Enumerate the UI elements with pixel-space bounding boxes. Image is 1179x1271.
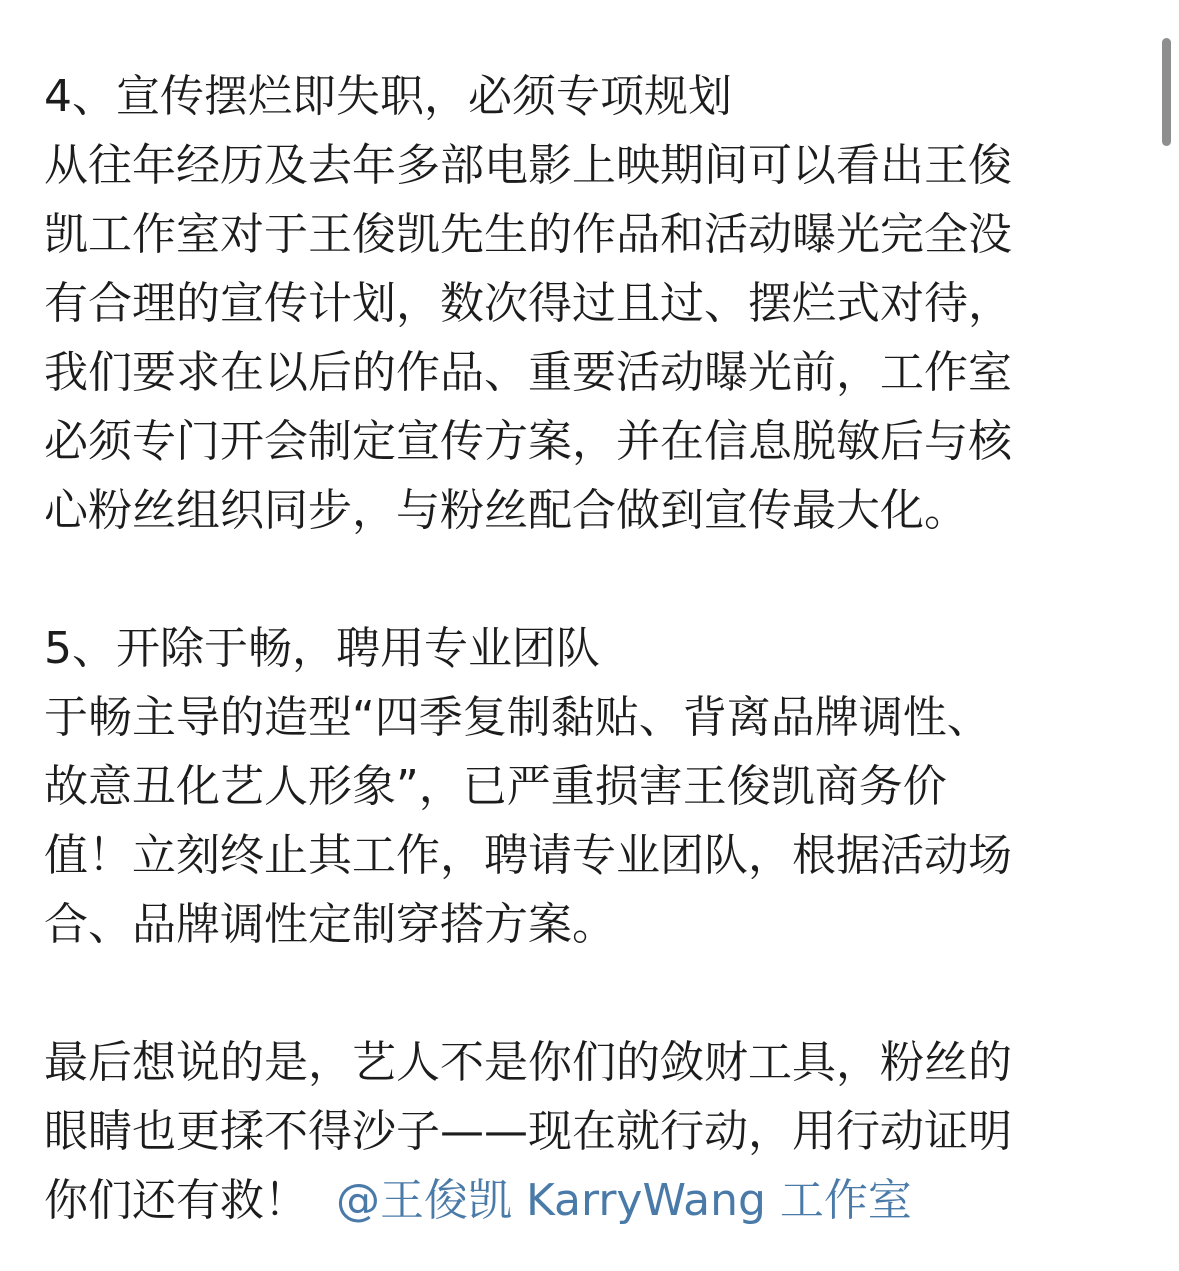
- section-5-line: 故意丑化艺人形象”，已严重损害王俊凯商务价: [44, 761, 947, 812]
- section-5-line: 于畅主导的造型“四季复制黏贴、背离品牌调性、: [44, 692, 991, 743]
- section-4-heading: 4、宣传摆烂即失职，必须专项规划: [44, 71, 732, 122]
- mention-link[interactable]: @王俊凯 KarryWang 工作室: [335, 1175, 912, 1226]
- closing-line: 最后想说的是，艺人不是你们的敛财工具，粉丝的: [44, 1037, 1012, 1088]
- paragraph-gap: [44, 545, 1129, 614]
- closing-line: 眼睛也更揉不得沙子——现在就行动，用行动证明: [44, 1106, 1012, 1157]
- section-4-line: 我们要求在以后的作品、重要活动曝光前，工作室: [44, 347, 1012, 398]
- closing-last-text: 你们还有救！: [44, 1175, 308, 1226]
- post-content: [44, 62, 1129, 1235]
- section-4-line: 必须专门开会制定宣传方案，并在信息脱敏后与核: [44, 416, 1012, 467]
- section-4-line: 心粉丝组织同步，与粉丝配合做到宣传最大化。: [44, 485, 968, 536]
- section-5-line: 合、品牌调性定制穿搭方案。: [44, 899, 616, 950]
- scrollbar-thumb[interactable]: [1162, 38, 1171, 146]
- section-4-line: 凯工作室对于王俊凯先生的作品和活动曝光完全没: [44, 209, 1012, 260]
- paragraph-gap: [44, 959, 1129, 1028]
- section-5-heading: 5、开除于畅，聘用专业团队: [44, 623, 600, 674]
- section-5-line: 值！立刻终止其工作，聘请专业团队，根据活动场: [44, 830, 1012, 881]
- section-4-line: 从往年经历及去年多部电影上映期间可以看出王俊: [44, 140, 1012, 191]
- closing-last-line: [44, 1166, 1129, 1235]
- section-4-line: 有合理的宣传计划，数次得过且过、摆烂式对待，: [44, 278, 1012, 329]
